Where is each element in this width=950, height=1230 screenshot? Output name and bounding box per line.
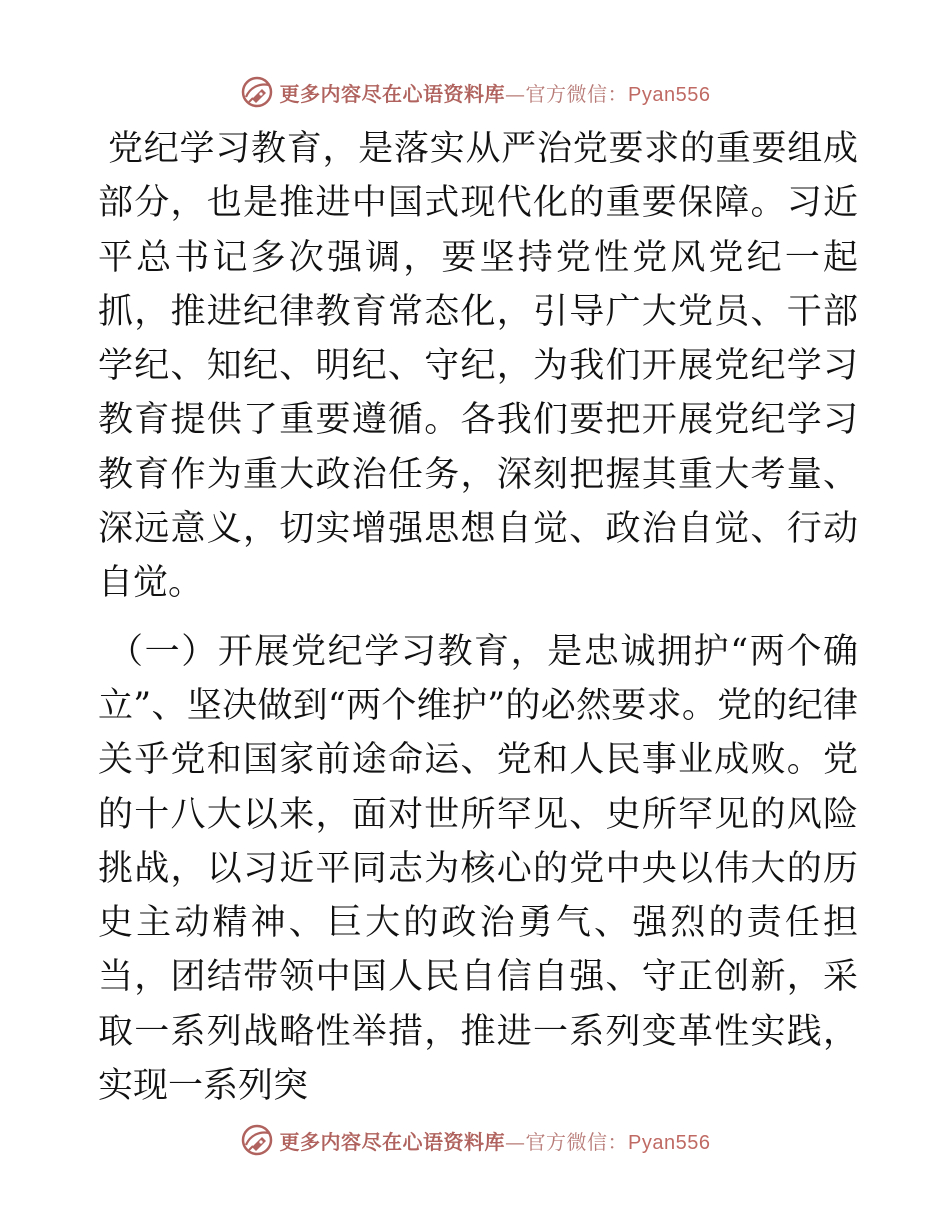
watermark-text: 更多内容尽在心语资料库—官方微信：Pyan556 [279,1129,711,1154]
body-text [98,122,858,1113]
pen-nib-logo-icon [240,1123,274,1157]
pen-nib-logo-icon [240,75,274,109]
paragraph-2: （一）开展党纪学习教育，是忠诚拥护“两个确立”、坚决做到“两个维护”的必然要求。党的纪律关乎党和国家前途命运、党和人民事业成败。党的十八大以来，面对世所罕见、史所罕见的风险挑战，以习近平同志为核心的党中央以伟大的历史主动精神、巨大的政治勇气、强烈的责任担当，团结带领中国人民自信自强、守正创新，采取一系列战略性举措，推进一系列变革性实践，实现一系列突 [98,631,858,1107]
watermark-text: 更多内容尽在心语资料库—官方微信：Pyan556 [279,81,711,106]
watermark-banner-top [0,72,950,112]
paragraph-1: 党纪学习教育，是落实从严治党要求的重要组成部分，也是推进中国式现代化的重要保障。习近平总书记多次强调，要坚持党性党风党纪一起抓，推进纪律教育常态化，引导广大党员、干部学纪、知纪、明纪、守纪，为我们开展党纪学习教育提供了重要遵循。各我们要把开展党纪学习教育作为重大政治任务，深刻把握其重大考量、深远意义，切实增强思想自觉、政治自觉、行动自觉。 [98,129,858,604]
watermark-banner-bottom [0,1120,950,1160]
